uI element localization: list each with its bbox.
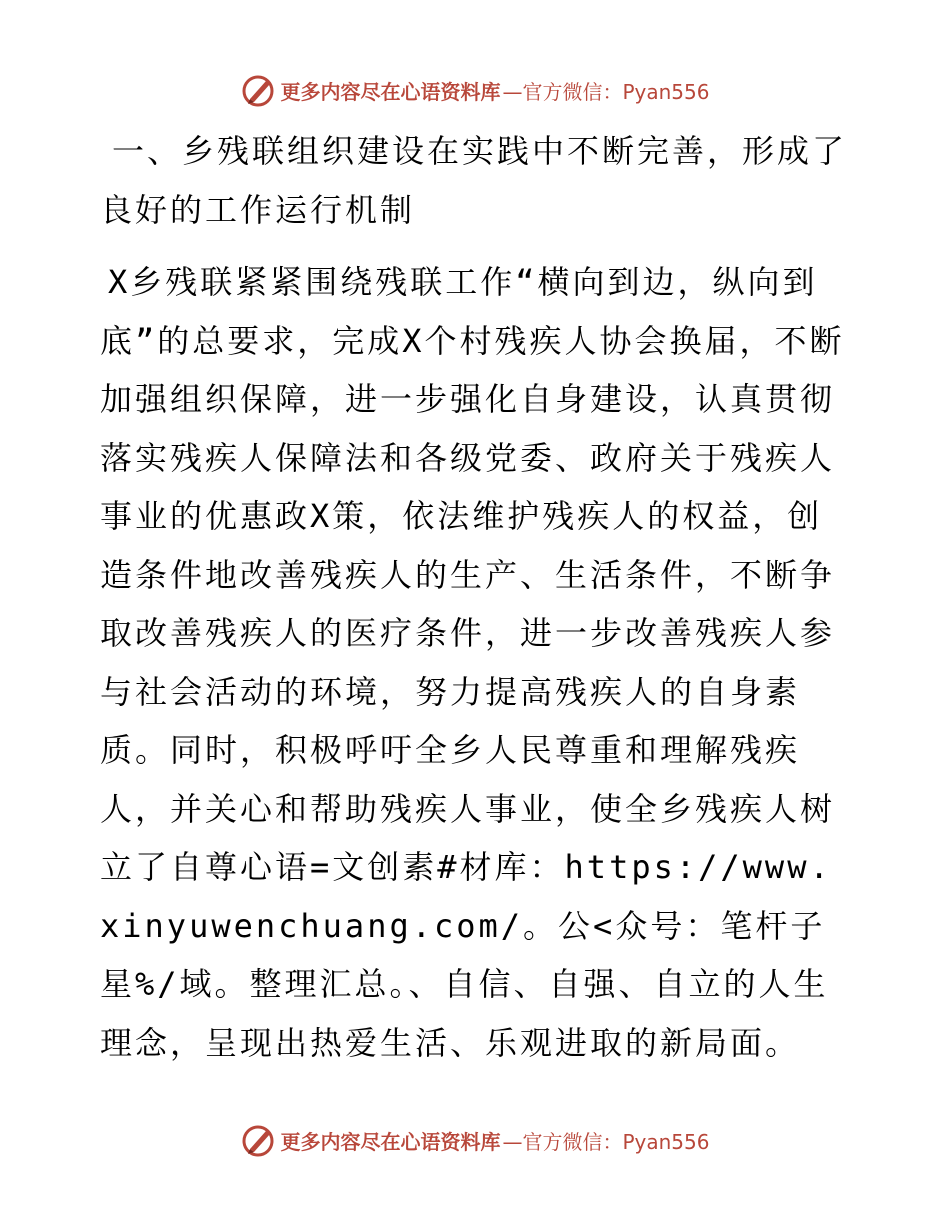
header-brand-text: 更多内容尽在心语资料库 bbox=[280, 79, 501, 104]
footer-banner bbox=[0, 1120, 950, 1160]
footer-official-text: —官方微信：Pyan556 bbox=[502, 1129, 710, 1154]
footer-brand-text: 更多内容尽在心语资料库 bbox=[280, 1129, 501, 1154]
section-heading: 一、乡残联组织建设在实践中不断完善，形成了良好的工作运行机制 bbox=[100, 132, 848, 229]
pen-logo-icon bbox=[240, 1122, 276, 1158]
header-official-text: —官方微信：Pyan556 bbox=[502, 79, 710, 104]
document-body bbox=[100, 122, 852, 1072]
pen-logo-icon bbox=[240, 72, 276, 108]
header-banner bbox=[0, 70, 950, 110]
body-paragraph: X乡残联紧紧围绕残联工作“横向到边，纵向到底”的总要求，完成X个村残疾人协会换届，不断加强组织保障，进一步强化自身建设，认真贯彻落实残疾人保障法和各级党委、政府关于残疾人事业的优惠政X策，依法维护残疾人的权益，创造条件地改善残疾人的生产、生活条件，不断争取改善残疾人的医疗条件，进一步改善残疾人参与社会活动的环境，努力提高残疾人的自身素质。同时，积极呼吁全乡人民尊重和理解残疾人，并关心和帮助残疾人事业，使全乡残疾人树立了自尊心语=文创素#材库：https://www.xinyuwenchuang.com/。公<众号：笔杆子星%/域。整理汇总。、自信、自强、自立的人生理念，呈现出热爱生活、乐观进取的新局面。 bbox=[100, 263, 845, 1062]
